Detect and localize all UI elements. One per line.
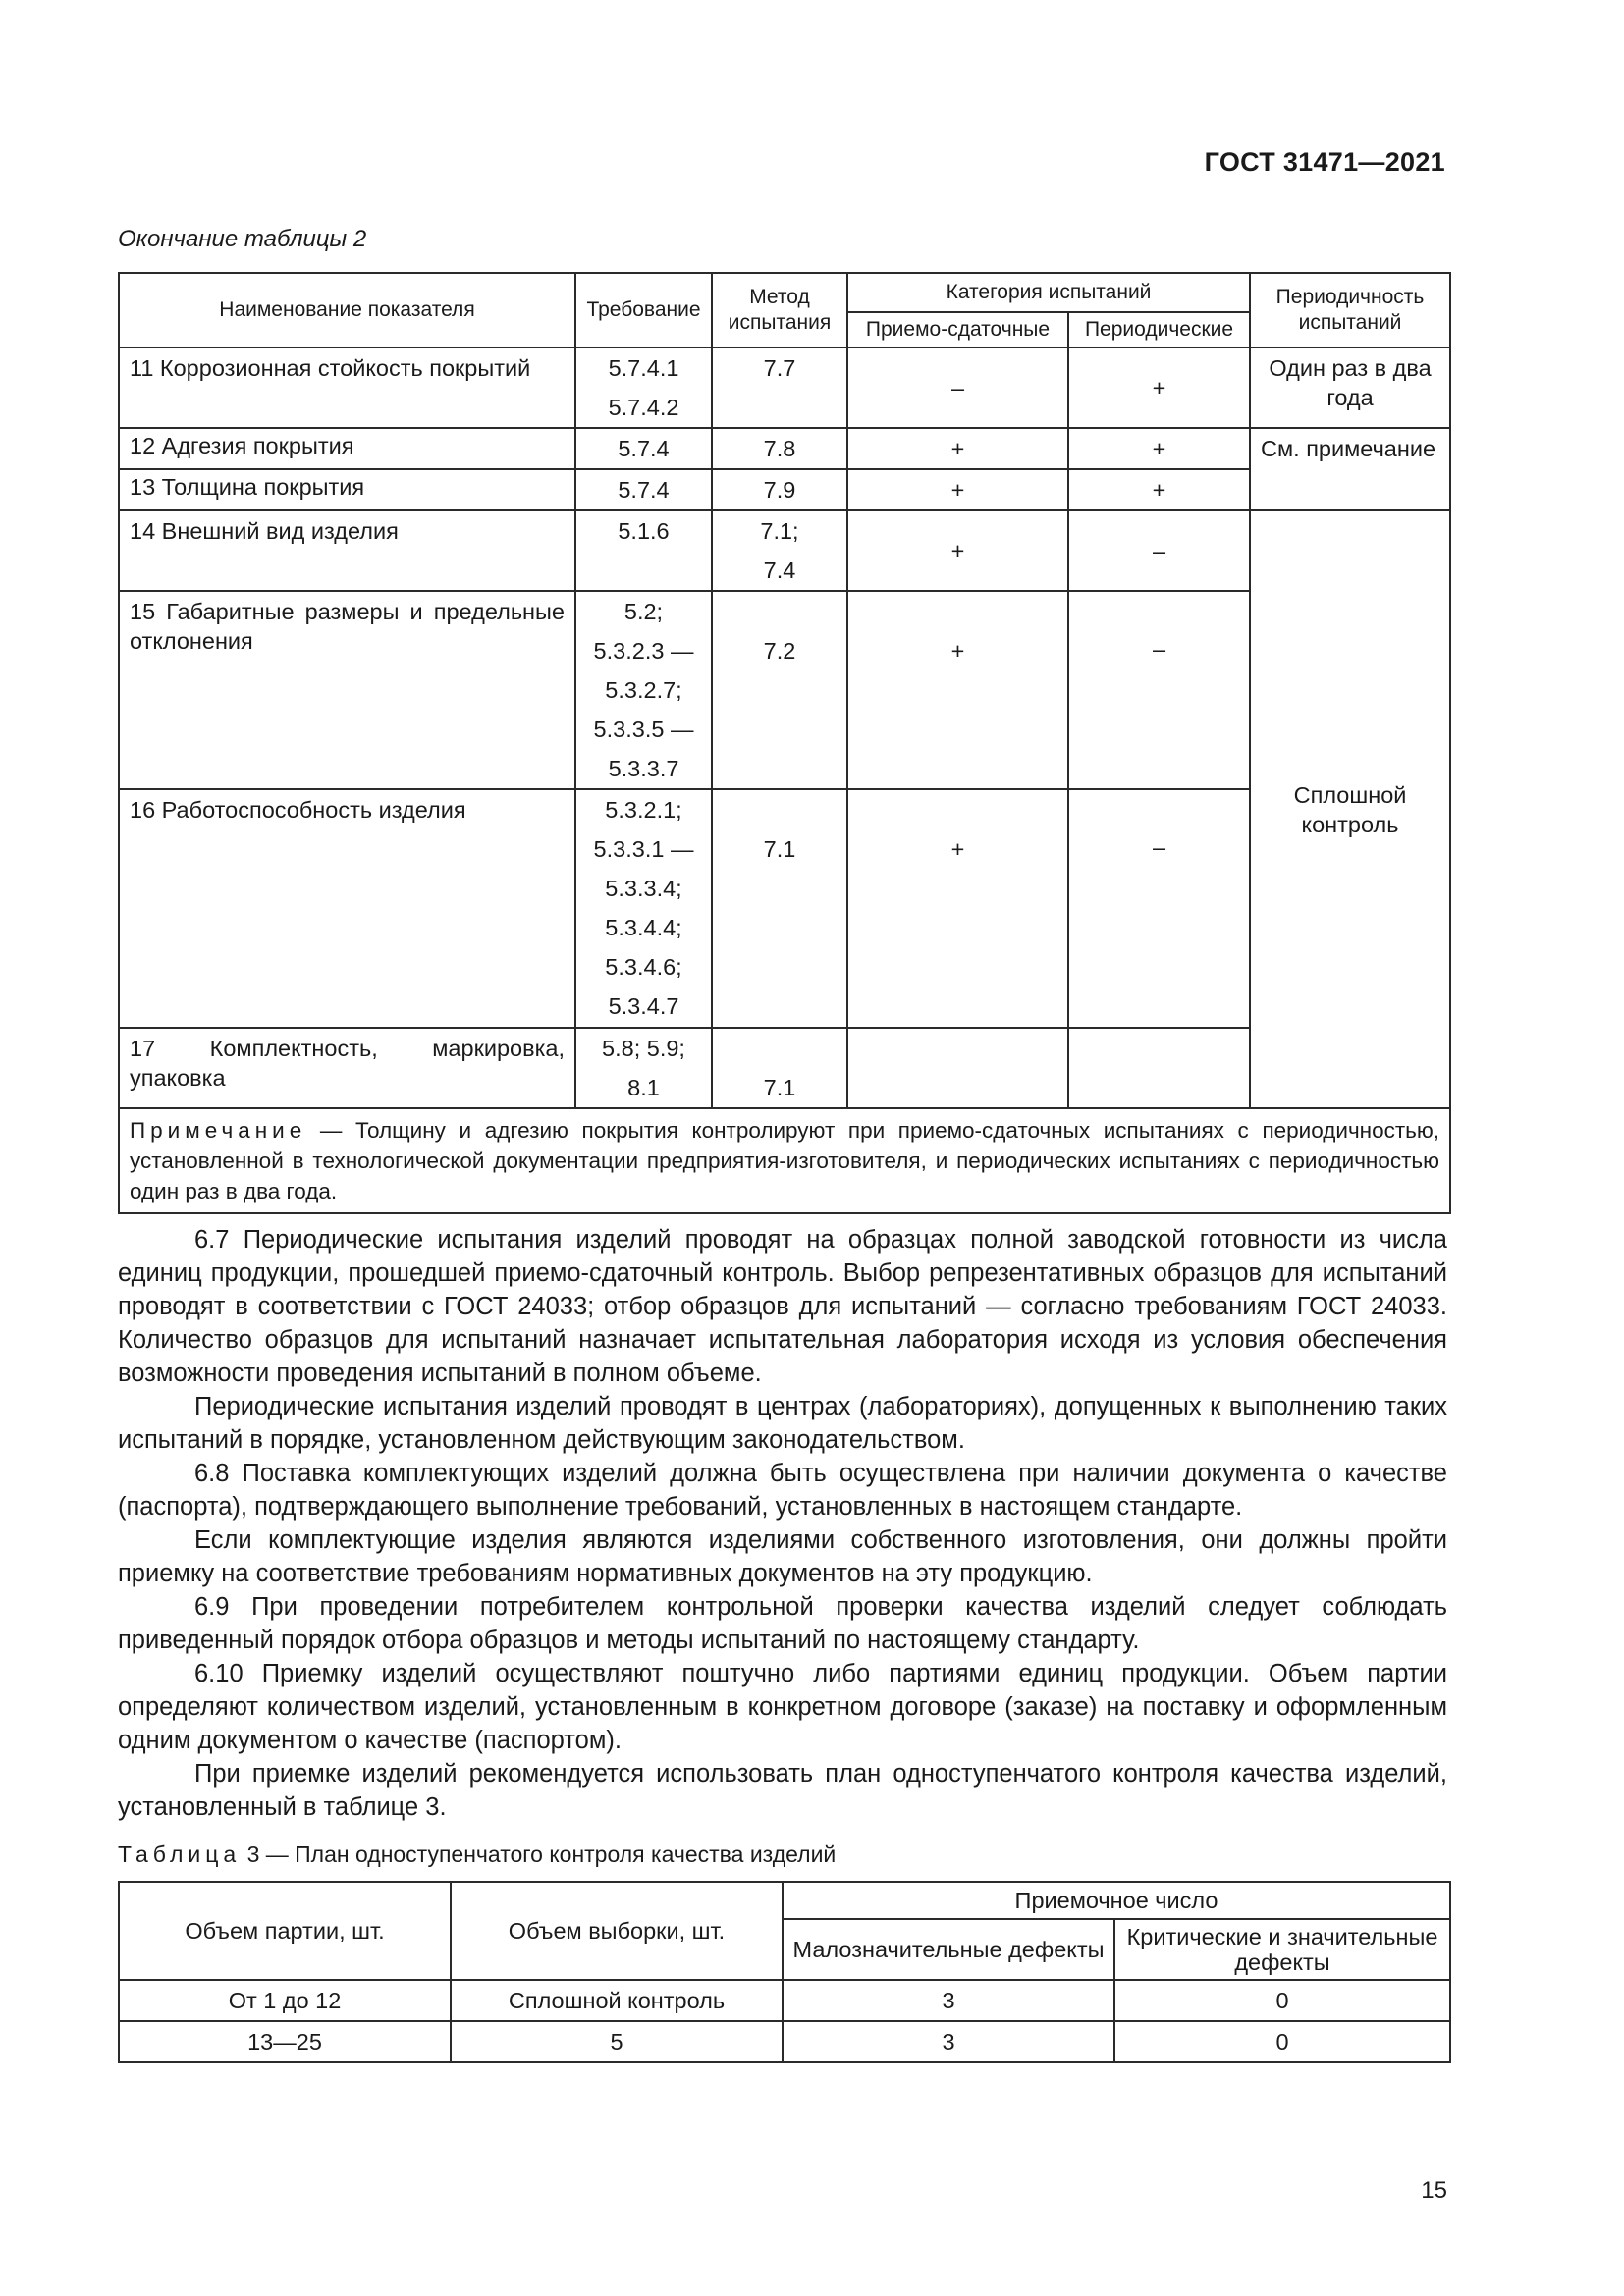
cell-minor: 3 — [783, 1980, 1114, 2021]
th-acceptance-number: Приемочное число — [783, 1882, 1450, 1919]
periodicity-cell: Один раз в два года — [1250, 347, 1450, 428]
th-periodicity: Периодичность испытаний — [1250, 273, 1450, 347]
row-acceptance: + — [847, 428, 1068, 469]
row-req: 5.3.3.7 — [608, 756, 679, 781]
row-req: 5.3.4.4; — [605, 915, 682, 940]
th-minor: Малозначительные дефекты — [783, 1919, 1114, 1980]
row-acceptance — [847, 1028, 1068, 1108]
cell-sample: 5 — [451, 2021, 783, 2062]
row-req: 5.8; 5.9; — [602, 1036, 685, 1061]
row-acceptance: – — [847, 347, 1068, 428]
row-periodic: – — [1068, 789, 1250, 1028]
body-text — [118, 1223, 1447, 1824]
row-name: 14 Внешний вид изделия — [119, 510, 575, 591]
note-label: Примечание — [130, 1118, 307, 1143]
row-periodic: + — [1068, 428, 1250, 469]
paragraph: 6.8 Поставка комплектующих изделий должна быть осуществлена при наличии документа о качестве (паспорта), подтверждающего выполнение требований, установленных в настоящем стандарте. — [118, 1460, 1447, 1521]
row-req: 5.7.4.2 — [608, 395, 679, 420]
row-periodic: – — [1068, 510, 1250, 591]
row-method: 7.9 — [763, 477, 796, 503]
table3-caption-label: Таблица — [118, 1842, 242, 1867]
cell-lot: От 1 до 12 — [119, 1980, 451, 2021]
row-acceptance: + — [847, 789, 1068, 1028]
row-acceptance: + — [847, 510, 1068, 591]
table2-caption: Окончание таблицы 2 — [118, 226, 367, 252]
table2-note — [119, 1108, 1450, 1213]
row-req: 5.3.4.6; — [605, 954, 682, 980]
paragraph: При приемке изделий рекомендуется использовать план одноступенчатого контроля качества изделий, установленный в таблице 3. — [118, 1760, 1447, 1821]
table-row — [119, 2021, 1450, 2062]
th-acceptance: Приемо-сдаточные — [847, 312, 1068, 347]
row-req: 5.7.4 — [618, 436, 670, 461]
periodicity-cell: См. примечание — [1250, 428, 1450, 510]
note-text: — Толщину и адгезию покрытия контролируют при приемо-сдаточных испытаниях с периодичностью, установленной в технологической документации предприятия-изготовителя, и периодических испытаниях с периодичностью один раз в два года. — [130, 1118, 1440, 1203]
row-req: 5.3.2.7; — [605, 677, 682, 703]
row-name: 11 Коррозионная стойкость покрытий — [119, 347, 575, 428]
row-method: 7.2 — [763, 638, 796, 664]
paragraph: Периодические испытания изделий проводят в центрах (лабораториях), допущенных к выполнению таких испытаний в порядке, установленном действующим законодательством. — [118, 1393, 1447, 1454]
row-req: 5.3.4.7 — [608, 993, 679, 1019]
row-periodic: – — [1068, 591, 1250, 789]
th-category: Категория испытаний — [847, 273, 1250, 312]
row-periodic: + — [1068, 469, 1250, 510]
row-method: 7.8 — [763, 436, 796, 461]
row-req: 5.3.3.1 — — [593, 836, 694, 862]
th-method: Метод испытания — [712, 273, 847, 347]
row-method: 7.1 — [763, 836, 796, 862]
periodicity-cell: Сплошной контроль — [1250, 510, 1450, 1108]
cell-critical: 0 — [1114, 2021, 1450, 2062]
row-periodic: + — [1068, 347, 1250, 428]
paragraph: 6.10 Приемку изделий осуществляют поштучно либо партиями единиц продукции. Объем партии определяют количеством изделий, установленным в конкретном договоре (заказе) на поставку и оформленным одним документом о качестве (паспортом). — [118, 1660, 1447, 1754]
th-sample: Объем выборки, шт. — [451, 1882, 783, 1980]
row-req: 5.7.4.1 — [608, 355, 679, 381]
cell-minor: 3 — [783, 2021, 1114, 2062]
row-method: 7.1; — [760, 518, 799, 544]
paragraph: 6.9 При проведении потребителем контрольной проверки качества изделий следует соблюдать приведенный порядок отбора образцов и методы испытаний по настоящему стандарту. — [118, 1593, 1447, 1654]
table-row — [119, 347, 1450, 428]
row-acceptance: + — [847, 591, 1068, 789]
th-critical: Критические и значительные дефекты — [1114, 1919, 1450, 1980]
table-row — [119, 428, 1450, 469]
table2 — [118, 272, 1451, 1214]
row-method: 7.1 — [763, 1075, 796, 1100]
paragraph: Если комплектующие изделия являются изделиями собственного изготовления, они должны пройти приемку на соответствие требованиям нормативных документов на эту продукцию. — [118, 1526, 1447, 1587]
row-req: 5.2; — [623, 599, 664, 624]
cell-lot: 13—25 — [119, 2021, 451, 2062]
th-name: Наименование показателя — [119, 273, 575, 347]
row-req: 5.3.2.3 — — [593, 638, 694, 664]
row-name: 17 Комплектность, маркировка, упаковка — [119, 1028, 575, 1108]
row-req: 5.3.3.4; — [605, 876, 682, 901]
th-lot: Объем партии, шт. — [119, 1882, 451, 1980]
row-req: 5.7.4 — [618, 477, 670, 503]
row-acceptance: + — [847, 469, 1068, 510]
row-method: 7.4 — [763, 558, 796, 583]
row-periodic — [1068, 1028, 1250, 1108]
row-req: 8.1 — [627, 1075, 660, 1100]
paragraph: 6.7 Периодические испытания изделий проводят на образцах полной заводской готовности из числа единиц продукции, прошедшей приемо-сдаточный контроль. Выбор репрезентативных образцов для испытаний проводят в соответствии с ГОСТ 24033; отбор образцов для испытаний — согласно требованиям ГОСТ 24033. Количество образцов для испытаний назначает испытательная лаборатория исходя из условия обеспечения возможности проведения испытаний в полном объеме. — [118, 1226, 1447, 1387]
row-name: 13 Толщина покрытия — [119, 469, 575, 510]
th-requirement: Требование — [575, 273, 712, 347]
table3-caption — [118, 1842, 836, 1868]
table3 — [118, 1881, 1451, 2063]
th-periodic: Периодические — [1068, 312, 1250, 347]
row-name: 16 Работоспособность изделия — [119, 789, 575, 1028]
row-req: 5.3.2.1; — [605, 797, 682, 823]
page-number: 15 — [1421, 2177, 1447, 2204]
table-row — [119, 1980, 1450, 2021]
row-req: 5.3.3.5 — — [593, 717, 694, 742]
row-name: 15 Габаритные размеры и предельные отклонения — [119, 591, 575, 789]
row-name: 12 Адгезия покрытия — [119, 428, 575, 469]
cell-sample: Сплошной контроль — [451, 1980, 783, 2021]
cell-critical: 0 — [1114, 1980, 1450, 2021]
row-method: 7.7 — [763, 355, 796, 381]
table-row — [119, 510, 1450, 591]
document-code: ГОСТ 31471—2021 — [1204, 147, 1445, 177]
row-req: 5.1.6 — [618, 518, 670, 544]
table3-caption-text: 3 — План одноступенчатого контроля качества изделий — [241, 1842, 837, 1867]
